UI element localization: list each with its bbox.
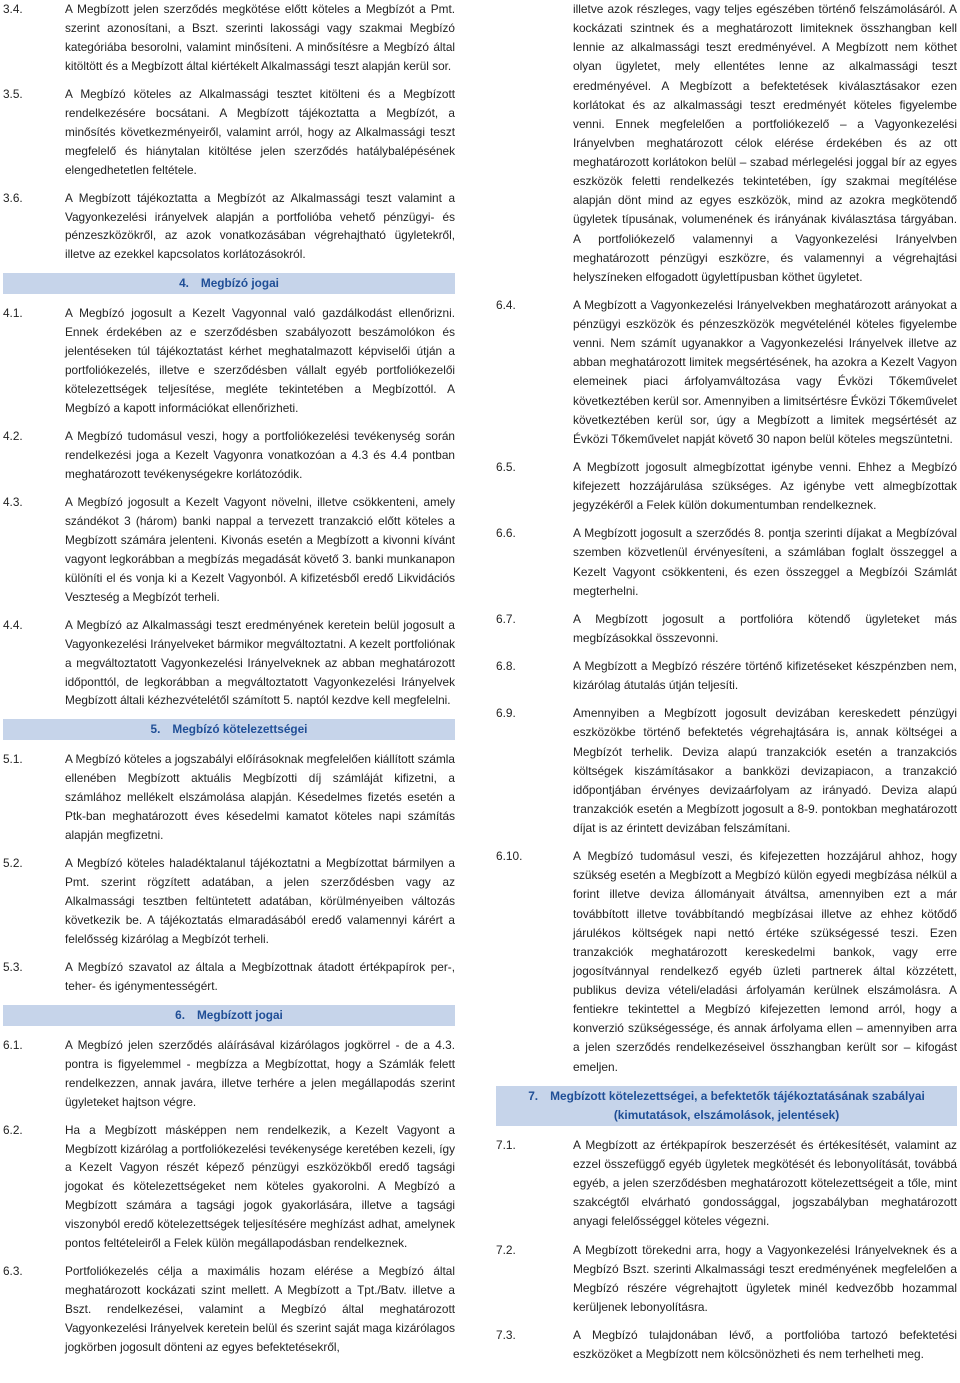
clause-paragraph: A Megbízott a Vagyonkezelési Irányelvekben meghatározott arányokat a pénzügyi eszközök és pénzeszközök megvételénél köteles figyelembe venni. Nem számít ugyanakkor a Vagyonkezelési Irányelvek illetve az abban meghatározott limitek megsértésének, ha azokra a Kezelt Vagyon elemeinek piaci árfolyamváltozása vagy Évközi Tőkeművelet következtében kerül sor. Amennyiben a limitsértésre Évközi Tőkeművelet következtében kerül sor, úgy a Megbízott a limitek megsértését az Évközi Tőkeművelet napját követő 30 napon belül köteles megszüntetni. <box>573 297 957 446</box>
clause-text <box>573 296 957 449</box>
clause <box>3 1036 455 1112</box>
clause-text <box>573 1326 957 1364</box>
clause-number: 3.4. <box>3 2 23 16</box>
clause <box>3 85 455 180</box>
clause <box>3 958 455 996</box>
clause-number: 6.8. <box>496 659 516 673</box>
clause <box>3 493 455 607</box>
clause-paragraph: A Megbízó jogosult a Kezelt Vagyont növelni, illetve csökkenteni, amely szándékot 3 (három) banki nappal a tervezett tranzakció előtt köteles a Megbízott számára jelenteni. Kivonás esetén a Megbízott a kivonni kívánt vagyont legkorábban a megbízás megadását követő 3. banki munkanapon különíti el és vonja ki a Kezelt Vagyonból. A kifizetésből eredő Likvidációs Veszteség a Megbízót terheli. <box>65 494 455 604</box>
clause-text <box>573 657 957 695</box>
clause-paragraph: A Megbízott jogosult a szerződés 8. pontja szerinti díjakat a Megbízóval szemben közvetlenül érvényesíteni, a számlában foglalt összeggel a Kezelt Vagyont csökkenteni, és ezen összeggel a Megbízói Számlát megterhelni. <box>573 526 957 598</box>
clause-text <box>65 616 455 711</box>
clause-paragraph: A Megbízott törekedni arra, hogy a Vagyonkezelési Irányelveknek és a Megbízó Bszt. szerinti Alkalmassági teszt eredményének megfelelően a Megbízó részére végrehajtott ügyletek minél kedvezőbb hozammal kerüljenek lebonyolításra. <box>573 1242 957 1314</box>
section-heading <box>496 1086 957 1126</box>
clause-number: 6.1. <box>3 1037 23 1052</box>
clause-paragraph: Portfoliókezelés célja a maximális hozam elérése a Megbízó által meghatározott kockázati szint mellett. A Megbízott a Tpt./Batv. illetve a Bszt. rendelkezései, valamint a Megbízó által meghatározott Vagyonkezelési Irányelvek keretein belül és szerint saját maga kizárólagos jogkörben jogosult dönteni az egyes befektetésekről, <box>65 1264 455 1355</box>
clause-paragraph: A Megbízó jogosult a Kezelt Vagyonnal való gazdálkodást ellenőrizni. Ennek érdekében az e szerződésben szabályozott beszámolókon és jelentéseken túl tájékoztatást kérhet meghatalmazott képviselői útján a portfoliókezelés, illetve e szerződésben vállalt egyéb portfoliókezelői kötelezettségek teljesítése, megléte tekintetében a Megbízottól. A Megbízó a kapott információkat ellenőrizheti. <box>65 306 455 416</box>
section-title: Megbízott jogai <box>196 1007 283 1022</box>
clause-number: 3.6. <box>3 190 23 205</box>
clause-text <box>65 493 455 607</box>
clause <box>3 1121 455 1254</box>
clause-continuation <box>573 0 957 287</box>
clause-number: 6.9. <box>496 706 516 721</box>
clause-text <box>573 458 957 515</box>
clause-number: 4.1. <box>3 306 23 321</box>
clause-number: 6.2. <box>3 1122 23 1137</box>
section-title: Megbízott kötelezettségei, a befektetők tájékoztatásának szabályai <box>550 1088 925 1103</box>
section-title-sub: (kimutatások, elszámolások, jelentések) <box>613 1107 840 1122</box>
section-title: Megbízó kötelezettségei <box>172 722 308 737</box>
clause <box>496 458 957 515</box>
clause <box>3 854 455 949</box>
clause-paragraph: A Megbízó tudomásul veszi, és kifejezetten hozzájárul ahhoz, hogy szükség esetén a Megbízott a Megbízó külön egyedi megbízása nélkül a forint illetve deviza állományait átváltsa, amennyiben ezt a már továbbított illetve továbbítandó megbízásai illetve az ehhez kötődő járulékos költségek napi nettó értéke szükségessé teszi. Ezen tranzakciók meghatározott kereskedelmi bankok, vagy erre jogosítvánnyal rendelkező egyéb üzleti partnerek által közzétett, publikus deviza vételi/eladási árfolyamán kerülnek elszámolásra. A fentiekre tekintettel a Megbízó kifejezetten lemond arról, hogy a konverzió szükségessége, és annak árfolyama ellen – amennyiben arra a jelen szerződés rendelkezéseivel összhangban került sor – kifogást emeljen. <box>573 849 957 1074</box>
clause-text <box>573 610 957 648</box>
clause-paragraph: A Megbízott jelen szerződés megkötése előtt köteles a Megbízót a Pmt. szerint azonosítani, a Bszt. szerinti lakossági vagy szakmai Megbízó kategóriába besorolni, valamint minősíteni. A minősítésre a Megbízó által kitöltött és a Megbízott által kiértékelt Alkalmassági teszt alapján kerül sor. <box>65 2 455 73</box>
clause-number: 4.2. <box>3 429 23 444</box>
clause-paragraph: A Megbízott tájékoztatta a Megbízót az Alkalmassági teszt valamint a Vagyonkezelési irányelvek alapján a portfolióba vehető pénzügyi- és pénzeszközökről, az azok vonatkozásában végrehajtható ügyletekről, illetve az ezekkel kapcsolatos korlátozásokról. <box>65 190 455 262</box>
clause-text <box>65 85 455 180</box>
section-number: 4. <box>179 276 189 291</box>
clause <box>496 704 957 838</box>
clause <box>496 296 957 449</box>
clause <box>496 1326 957 1364</box>
left-column <box>3 0 455 1366</box>
clause-number: 6.6. <box>496 526 516 541</box>
clause-number: 5.3. <box>3 959 23 974</box>
clause-text <box>65 958 455 996</box>
clause-number: 5.1. <box>3 752 23 767</box>
clause <box>496 847 957 1077</box>
clause-number: 6.7. <box>496 611 516 626</box>
clause <box>496 524 957 601</box>
clause-number: 7.2. <box>496 1242 516 1257</box>
clause <box>3 750 455 845</box>
clause-paragraph: Amennyiben a Megbízott jogosult devizában kereskedett pénzügyi eszközökbe történő befektetés végrehajtására is, annak költségei a Megbízót terhelik. Deviza alapú tranzakciók esetén a tranzakciós költségek kiszámításakor a bankközi devizapiacon, a tranzakció időpontjában érvényes devizaárfolyam az irányadó. Deviza alapú tranzakciók esetén a Megbízott jogosult a 8-9. pontokban meghatározott díjat is az érintett devizában felszámítani. <box>573 706 957 835</box>
clause-paragraph: A Megbízott jogosult a portfolióra kötendő ügyleteket más megbízásokkal összevonni. <box>573 611 957 645</box>
clause-number: 3.5. <box>3 86 23 101</box>
section-heading <box>3 273 455 294</box>
clause-paragraph: A Megbízó szavatol az általa a Megbízottnak átadott értékpapírok per-, teher- és igénymentességért. <box>65 959 455 993</box>
clause-number: 4.4. <box>3 617 23 632</box>
clause-number: 6.10. <box>496 849 523 864</box>
clause <box>3 616 455 711</box>
clause-paragraph: illetve azok részleges, vagy teljes egészében történő felszámolásáról. A kockázati szintnek és a meghatározott limiteknek összhangban kell lennie az alkalmassági teszt eredményével. A Megbízott nem köthet olyan ügyletet, mely ellentétes lenne az alkalmassági teszt eredményével. A Megbízott a befektetések kiválasztásakor ezen korlátokat és az alkalmassági teszt eredményét köteles figyelembe venni. Ennek megfelelően a portfoliókezelő – a Vagyonkezelési Irányelvben meghatározott célok elérése érdekében és az ott meghatározott korlátokon belül – szabad mérlegelési joggal bír az egyes eszközök feletti rendelkezés tekintetében, így szakmai megítélése alapján dönt mind az egyes eszközök, mind az azokra megkötendő ügyletek típusának, volumenének és irányának kiválasztása tárgyában. A portfoliókezelő valamennyi a Vagyonkezelési Irányelvben meghatározott pénzügyi eszközre, és valamennyi a végrehajtási helyszíneken elfogadott ügylettípusban köthet ügyletet. <box>573 2 957 284</box>
clause-number: 6.4. <box>496 297 516 312</box>
section-title: Megbízó jogai <box>200 276 279 291</box>
clause-paragraph: A Megbízó köteles az Alkalmassági tesztet kitölteni és a Megbízott rendelkezésére bocsátani. A Megbízott tájékoztatta a Megbízót, a minősítés következményeiről, valamint arról, hogy az Alkalmassági teszt megfelelő és hiánytalan kitöltése jelen szerződés hatálybalépésének elengedhetetlen feltétele. <box>65 86 455 177</box>
clause-text <box>65 189 455 265</box>
clause <box>3 0 455 76</box>
clause <box>3 1262 455 1357</box>
section-number: 6. <box>175 1007 185 1022</box>
clause-paragraph: A Megbízó tudomásul veszi, hogy a portfoliókezelési tevékenység során rendelkezési joga a Kezelt Vagyonra vonatkozóan a 4.3 és 4.4 pontban meghatározott tevékenységekre korlátozódik. <box>65 429 455 481</box>
clause-paragraph: A Megbízó tulajdonában lévő, a portfolióba tartozó befektetési eszközöket a Megbízott nem kölcsönözheti és nem terhelheti meg. <box>573 1328 957 1362</box>
section-number: 7. <box>528 1088 539 1103</box>
clause <box>3 427 455 484</box>
clause-paragraph: A Megbízó az Alkalmassági teszt eredményének keretein belül jogosult a Vagyonkezelési Irányelveket bármikor megváltoztatni. A kezelt portfoliónak a megváltoztatott Vagyonkezelési Irányelveknek az abban meghatározott időponttól, de legkorábban a megváltoztatott Vagyonkezelési Irányelvek Megbízott általi kézhezvételétől számított 5. naptól kezdve kell megfelelni. <box>65 617 455 708</box>
clause <box>3 304 455 418</box>
clause-number: 4.3. <box>3 494 23 509</box>
clause-paragraph: A Megbízó jelen szerződés aláírásával kizárólagos jogkörrel - de a 4.3. pontra is figyelemmel - megbízza a Megbízottat, hogy a Számlák felett rendelkezzen, annak javára, illetve terhére a jelen megállapodás szerint ügyleteket hajtson végre. <box>65 1037 455 1109</box>
clause-number: 7.1. <box>496 1137 516 1152</box>
section-heading <box>3 1005 455 1026</box>
clause-text <box>65 1262 455 1357</box>
clause-text <box>65 750 455 845</box>
clause <box>496 657 957 695</box>
clause <box>496 1241 957 1318</box>
clause-number: 6.3. <box>3 1264 23 1279</box>
clause-paragraph: A Megbízott az értékpapírok beszerzését és értékesítését, valamint az ezzel összefüggő egyéb ügyletek megkötését és lebonyolítását, továbbá egyéb, a jelen szerződésben meghatározott kötelezettségeit a tőle, mint szakcégtől elvárható gondossággal, jogszabályban meghatározott anyagi felelősséggel köteles végezni. <box>573 1137 957 1229</box>
clause-paragraph: A Megbízó köteles a jogszabályi előírásoknak megfelelően kiállított számla ellenében Megbízott aktuális Megbízotti díj számláját kifizetni, a számlához mellékelt elszámolása alapján. Késedelmes fizetés esetén a Ptk-ban meghatározott éves késedelmi kamatot köteles napi számítás alapján megfizetni. <box>65 752 455 843</box>
clause-number: 6.5. <box>496 459 516 474</box>
clause-text <box>65 854 455 949</box>
clause-text <box>573 704 957 838</box>
clause-number: 5.2. <box>3 856 23 871</box>
clause-paragraph: A Megbízott jogosult almegbízottat igénybe venni. Ehhez a Megbízó kifejezett hozzájárulása szükséges. Az igénybe vett almegbízottak jegyzékéről a Felek külön dokumentumban rendelkeznek. <box>573 459 957 513</box>
clause-paragraph: A Megbízott a Megbízó részére történő kifizetéseket készpénzben nem, kizárólag átutalás útján teljesíti. <box>573 659 957 693</box>
clause-text <box>65 1036 455 1112</box>
section-heading <box>3 719 455 740</box>
clause-text <box>65 0 455 76</box>
clause-number: 7.3. <box>496 1328 516 1342</box>
clause <box>496 1136 957 1232</box>
clause-text <box>65 304 455 418</box>
clause-text <box>573 524 957 601</box>
clause <box>496 610 957 648</box>
right-column <box>496 0 957 1373</box>
clause-text <box>573 1136 957 1232</box>
clause-text <box>573 1241 957 1318</box>
clause-paragraph: Ha a Megbízott másképpen nem rendelkezik, a Kezelt Vagyont a Megbízott kizárólag a portfoliókezelési tevékenysége keretében kezeli, így a Kezelt Vagyon részét képező pénzügyi eszközökből eredő tagsági jogokat és kötelezettségeket nem köteles gyakorolni. A Megbízó a Megbízott számára a tagsági jogok gyakorlására, illetve a tagsági viszonyból eredő kötelezettségek teljesítésére meghízást adhat, amelynek pontos feltételeiről a Felek külön megállapodásban rendelkeznek. <box>65 1122 455 1251</box>
clause-text <box>573 847 957 1077</box>
section-number: 5. <box>150 722 161 737</box>
clause <box>3 189 455 265</box>
clause-paragraph: A Megbízó köteles haladéktalanul tájékoztatni a Megbízottat bármilyen a Pmt. szerint rögzített adatában, a jelen szerződésben vagy az Alkalmassági tesztben feltüntetett adatában, körülményeiben változás következik be. A tájékoztatás elmaradásából eredő valamennyi kárért a felelősség kizárólag a Megbízót terheli. <box>65 856 455 946</box>
clause-text <box>65 1121 455 1254</box>
clause-text <box>65 427 455 484</box>
